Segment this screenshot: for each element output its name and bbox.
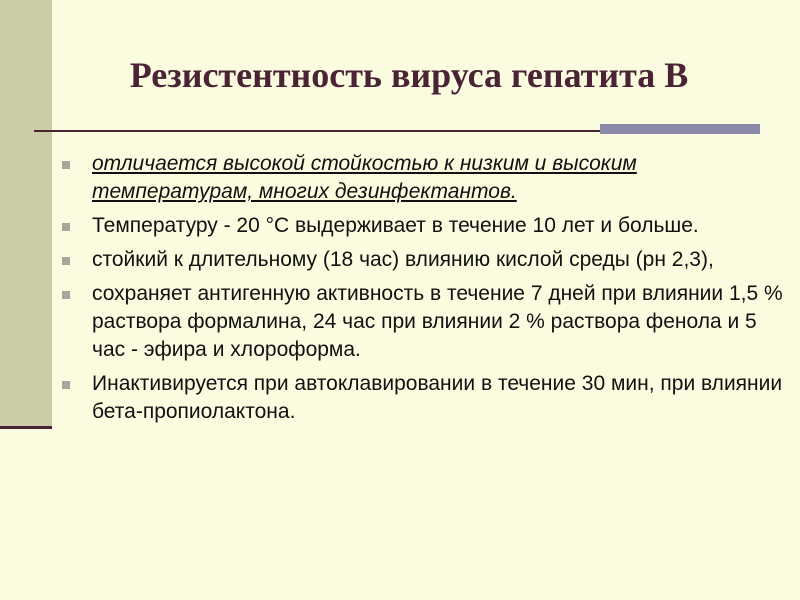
bullet-square-icon <box>62 161 70 169</box>
bullet-text: сохраняет антигенную активность в течение 7 дней при влиянии 1,5 % раствора формалина, 24 час при влиянии 2 % раствора фенола и 5 час - эфира и хлороформа. <box>92 282 783 361</box>
title-accent-bar <box>600 124 760 134</box>
bullet-text: отличается высокой стойкостью к низким и высоким температурам, многих дезинфектантов. <box>92 152 637 203</box>
bullet-square-icon <box>62 257 70 265</box>
bullet-text: Инактивируется при автоклавировании в течение 30 мин, при влиянии бета-пропиолактона. <box>92 372 783 423</box>
bullet-list <box>58 150 794 432</box>
bullet-item <box>58 370 794 426</box>
bullet-item <box>58 246 794 274</box>
bullet-square-icon <box>62 291 70 299</box>
bullet-text: стойкий к длительному (18 час) влиянию кислой среды (рн 2,3), <box>92 248 714 271</box>
bullet-square-icon <box>62 381 70 389</box>
bullet-item <box>58 150 794 206</box>
bullet-item <box>58 212 794 240</box>
bullet-text: Температуру - 20 °С выдерживает в течение 10 лет и больше. <box>92 214 699 237</box>
side-decor-line <box>0 426 52 429</box>
bullet-item <box>58 280 794 364</box>
bullet-square-icon <box>62 223 70 231</box>
slide-title: Резистентность вируса гепатита В <box>129 55 689 95</box>
